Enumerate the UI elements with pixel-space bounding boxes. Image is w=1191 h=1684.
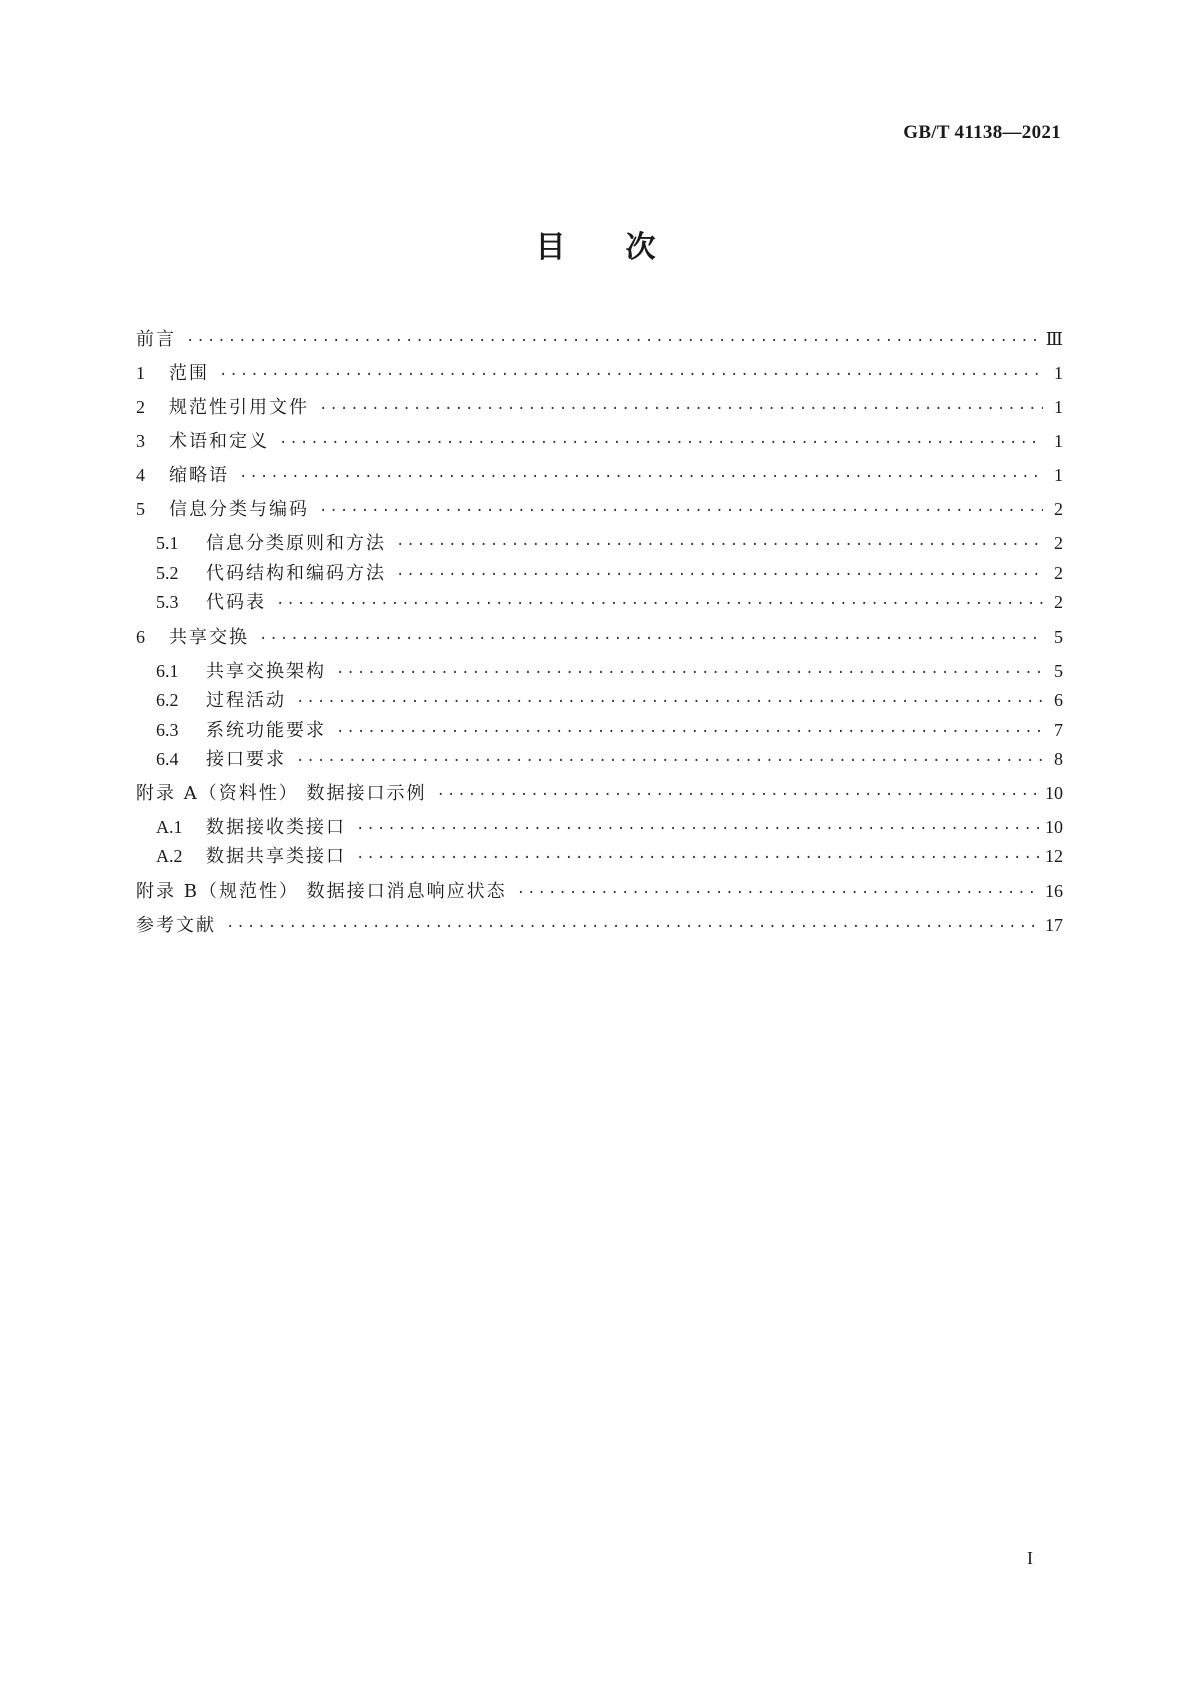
toc-entry-label: 附录 A（资料性） 数据接口示例 <box>136 783 427 804</box>
toc-entry-6-1[interactable] <box>136 658 1063 684</box>
dot-leader <box>239 464 1043 490</box>
toc-entry-label: 附录 B（规范性） 数据接口消息响应状态 <box>136 881 507 902</box>
dot-leader <box>219 362 1043 388</box>
dot-leader <box>319 498 1043 524</box>
toc-entry-page: 1 <box>1054 397 1063 417</box>
toc-entry-label: 共享交换 <box>169 627 249 648</box>
toc-entry-label: 代码结构和编码方法 <box>206 563 386 584</box>
toc-entry-5-1[interactable] <box>136 530 1063 556</box>
toc-entry-number: 6.1 <box>156 661 179 681</box>
toc-entry-appendix-a[interactable] <box>136 780 1063 806</box>
dot-leader <box>276 591 1043 617</box>
dot-leader <box>396 562 1043 588</box>
toc-entry-number: 5.3 <box>156 592 179 612</box>
toc-entry-label: 前言 <box>136 329 176 350</box>
toc-entry-page: 6 <box>1054 690 1063 710</box>
toc-entry-a-1[interactable] <box>136 814 1063 840</box>
toc-entry-page: 2 <box>1054 499 1063 519</box>
toc-entry-appendix-b[interactable] <box>136 878 1063 904</box>
toc-entry-1[interactable] <box>136 360 1063 386</box>
toc-entry-5[interactable] <box>136 496 1063 522</box>
toc-entry-6-2[interactable] <box>136 687 1063 713</box>
dot-leader <box>396 532 1043 558</box>
toc-entry-page: Ⅲ <box>1045 329 1063 349</box>
dot-leader <box>356 816 1039 842</box>
toc-entry-number: 6.3 <box>156 720 179 740</box>
dot-leader <box>336 660 1043 686</box>
toc-entry-page: 5 <box>1054 661 1063 681</box>
dot-leader <box>186 328 1040 354</box>
toc-entry-label: 接口要求 <box>206 749 286 770</box>
toc-entry-number: 6.2 <box>156 690 179 710</box>
dot-leader <box>356 845 1039 871</box>
toc-entry-page: 12 <box>1045 846 1063 866</box>
dot-leader <box>296 689 1043 715</box>
toc-entry-page: 1 <box>1054 363 1063 383</box>
toc-entry-label: 缩略语 <box>169 465 229 486</box>
toc-entry-6-3[interactable] <box>136 717 1063 743</box>
standard-code: GB/T 41138—2021 <box>903 122 1061 143</box>
dot-leader <box>279 430 1043 456</box>
toc-entry-5-2[interactable] <box>136 560 1063 586</box>
toc-entry-label: 代码表 <box>206 592 266 613</box>
toc-entry-page: 1 <box>1054 431 1063 451</box>
toc-entry-page: 8 <box>1054 749 1063 769</box>
toc-entry-page: 17 <box>1045 915 1063 935</box>
toc-entry-label: 信息分类原则和方法 <box>206 533 386 554</box>
toc-entry-label: 规范性引用文件 <box>169 397 309 418</box>
toc-entry-page: 2 <box>1054 563 1063 583</box>
toc-entry-a-2[interactable] <box>136 843 1063 869</box>
toc-entry-label: 范围 <box>169 363 209 384</box>
toc-entry-page: 5 <box>1054 627 1063 647</box>
toc-entry-label: 系统功能要求 <box>206 720 326 741</box>
toc-entry-foreword[interactable] <box>136 326 1063 352</box>
toc-entry-5-3[interactable] <box>136 589 1063 615</box>
toc-entry-page: 2 <box>1054 592 1063 612</box>
toc-entry-label: 过程活动 <box>206 690 286 711</box>
toc-entry-number: A.2 <box>156 846 183 866</box>
toc-entry-number: 2 <box>136 397 145 417</box>
toc-entry-4[interactable] <box>136 462 1063 488</box>
toc-entry-number: 6 <box>136 627 145 647</box>
dot-leader <box>517 880 1039 906</box>
toc-entry-number: 5 <box>136 499 145 519</box>
dot-leader <box>296 748 1043 774</box>
dot-leader <box>436 782 1039 808</box>
dot-leader <box>259 626 1043 652</box>
toc-entry-label: 数据接收类接口 <box>206 817 346 838</box>
toc-entry-label: 术语和定义 <box>169 431 269 452</box>
toc-entry-label: 信息分类与编码 <box>169 499 309 520</box>
toc-entry-6[interactable] <box>136 624 1063 650</box>
toc-entry-3[interactable] <box>136 428 1063 454</box>
toc-entry-number: 3 <box>136 431 145 451</box>
toc-entry-label: 数据共享类接口 <box>206 846 346 867</box>
page-number: I <box>1027 1548 1033 1568</box>
toc-entry-page: 2 <box>1054 533 1063 553</box>
toc-entry-number: A.1 <box>156 817 183 837</box>
dot-leader <box>226 914 1039 940</box>
toc-entry-page: 10 <box>1045 817 1063 837</box>
dot-leader <box>319 396 1043 422</box>
page-title: 目次 <box>535 230 716 265</box>
toc-entry-number: 5.2 <box>156 563 179 583</box>
toc-entry-label: 共享交换架构 <box>206 661 326 682</box>
toc-entry-page: 7 <box>1054 720 1063 740</box>
toc-entry-number: 5.1 <box>156 533 179 553</box>
toc-entry-2[interactable] <box>136 394 1063 420</box>
toc-entry-page: 16 <box>1045 881 1063 901</box>
toc-entry-page: 10 <box>1045 783 1063 803</box>
toc-entry-6-4[interactable] <box>136 746 1063 772</box>
toc-entry-number: 6.4 <box>156 749 179 769</box>
dot-leader <box>336 719 1043 745</box>
toc-entry-number: 4 <box>136 465 145 485</box>
toc-entry-references[interactable] <box>136 912 1063 938</box>
toc-entry-number: 1 <box>136 363 145 383</box>
toc-entry-label: 参考文献 <box>136 915 216 936</box>
toc-entry-page: 1 <box>1054 465 1063 485</box>
